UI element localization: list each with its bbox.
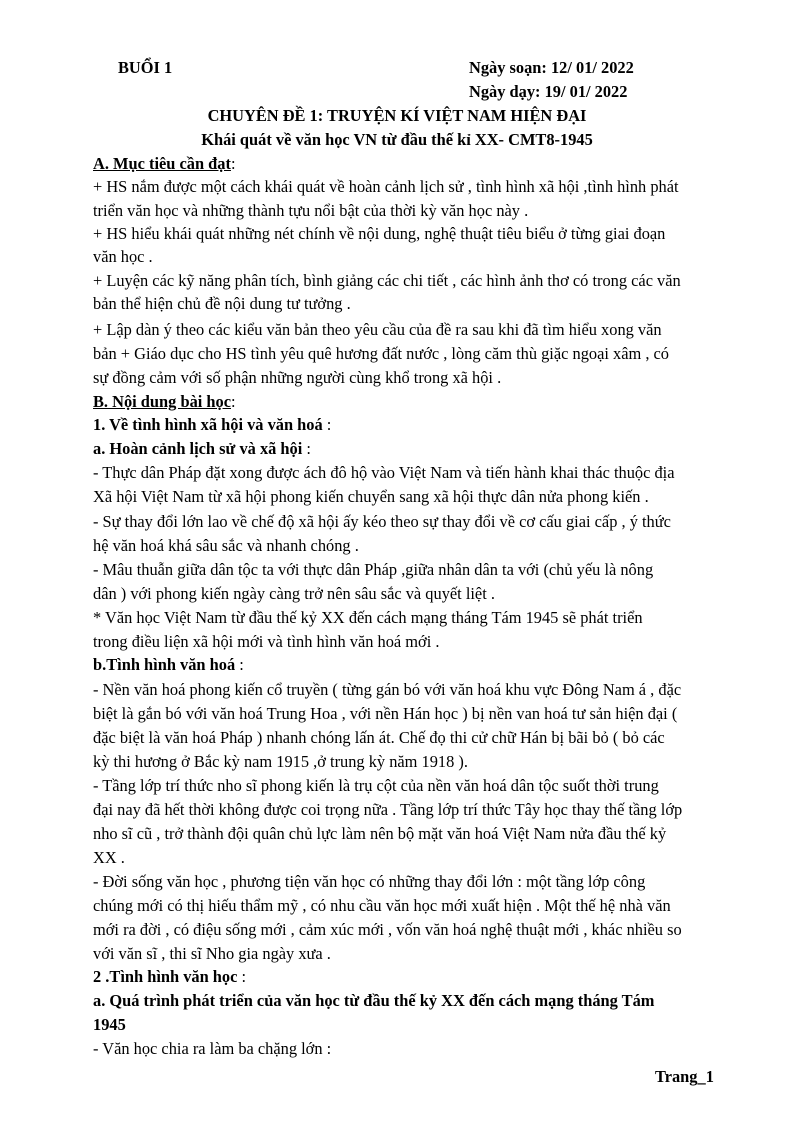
- paragraph-line: triển văn học và những thành tựu nổi bật của thời kỳ văn học này .: [93, 201, 529, 220]
- paragraph-line: - Thực dân Pháp đặt xong được ách đô hộ vào Việt Nam và tiến hành khai thác thuộc địa: [93, 463, 675, 482]
- subsection-1b-heading: [93, 655, 244, 675]
- subsection-1b-colon: :: [235, 655, 244, 674]
- paragraph-line: đặc biệt là văn hoá Pháp ) nhanh chóng lấn át. Chế đọ thi cử chữ Hán bị bãi bỏ ( bỏ các: [93, 728, 665, 747]
- paragraph-line: * Văn học Việt Nam từ đầu thế kỷ XX đến cách mạng tháng Tám 1945 sẽ phát triển: [93, 608, 643, 627]
- subsection-2a-heading-cont: 1945: [93, 1015, 126, 1034]
- subsection-2-title: 2 .Tình hình văn học: [93, 967, 238, 986]
- paragraph-line: - Đời sống văn học , phương tiện văn học có những thay đổi lớn : một tầng lớp công: [93, 872, 646, 891]
- page-subtitle: Khái quát về văn học VN từ đầu thế kỉ XX- CMT8-1945: [201, 130, 593, 149]
- section-b-colon: :: [231, 392, 236, 411]
- paragraph-line: + Lập dàn ý theo các kiểu văn bản theo yêu cầu của đề ra sau khi đã tìm hiểu xong văn: [93, 320, 662, 339]
- paragraph-line: dân ) với phong kiến ngày càng trở nên sâu sắc và quyết liệt .: [93, 584, 495, 603]
- paragraph-line: - Sự thay đổi lớn lao về chế độ xã hội ấy kéo theo sự thay đổi về cơ cấu giai cấp , ý thức: [93, 512, 671, 531]
- paragraph-line: với văn sĩ , thi sĩ Nho gia ngày xưa .: [93, 944, 331, 963]
- subsection-2-heading: [93, 967, 246, 987]
- paragraph-line: + HS nắm được một cách khái quát về hoàn cảnh lịch sử , tình hình xã hội ,tình hình phát: [93, 177, 679, 196]
- teach-date: Ngày dạy: 19/ 01/ 2022: [469, 82, 628, 101]
- paragraph-line: XX .: [93, 848, 125, 867]
- paragraph-line: + HS hiểu khái quát những nét chính về nội dung, nghệ thuật tiêu biểu ở từng giai đoạn: [93, 224, 666, 243]
- page-number: Trang_1: [655, 1067, 714, 1086]
- subsection-1-heading: [93, 415, 331, 435]
- paragraph-line: bản + Giáo dục cho HS tình yêu quê hương đất nước , lòng căm thù giặc ngoại xâm , có: [93, 344, 670, 363]
- subsection-1-title: 1. Về tình hình xã hội và văn hoá: [93, 415, 323, 434]
- paragraph-line: văn học .: [93, 247, 153, 266]
- subsection-1a-heading: [93, 439, 311, 459]
- paragraph-line: chúng mới có thị hiếu thẩm mỹ , có nhu cầu văn học mới xuất hiện . Một thế hệ nhà văn: [93, 896, 671, 915]
- paragraph-line: hệ văn hoá khá sâu sắc và nhanh chóng .: [93, 536, 359, 555]
- section-a-title: A. Mục tiêu cần đạt: [93, 154, 231, 173]
- paragraph-line: bản thể hiện chủ đề nội dung tư tưởng .: [93, 294, 351, 313]
- paragraph-line: - Mâu thuẫn giữa dân tộc ta với thực dân Pháp ,giữa nhân dân ta với (chủ yếu là nông: [93, 560, 654, 579]
- paragraph-line: nho sĩ cũ , trở thành đội quân chủ lực làm nên bộ mặt văn hoá Việt Nam nửa đầu thế kỷ: [93, 824, 667, 843]
- paragraph-line: - Văn học chia ra làm ba chặng lớn :: [93, 1039, 332, 1058]
- subsection-2a-heading: a. Quá trình phát triển của văn học từ đầu thế kỷ XX đến cách mạng tháng Tám: [93, 991, 655, 1010]
- subsection-2-colon: :: [237, 967, 247, 986]
- paragraph-line: - Nền văn hoá phong kiến cổ truyền ( từng gán bó với văn hoá khu vực Đông Nam á , đặc: [93, 680, 682, 699]
- paragraph-line: mới ra đời , có điệu sống mới , cảm xúc mới , vốn văn hoá nghệ thuật mới , khác nhiều so: [93, 920, 682, 939]
- paragraph-line: đại nay đã hết thời không được coi trọng nữa . Tầng lớp trí thức Tây học thay thế tầng lớp: [93, 800, 683, 819]
- paragraph-line: sự đồng cảm với số phận những người cùng khổ trong xã hội .: [93, 368, 502, 387]
- paragraph-line: kỳ thi hương ở Bắc kỳ nam 1915 ,ở trung kỳ năm 1918 ).: [93, 752, 468, 771]
- session-label: BUỔI 1: [118, 58, 173, 77]
- section-a-colon: :: [230, 154, 236, 173]
- paragraph-line: biệt là gắn bó với văn hoá Trung Hoa , với nền Hán học ) bị nền van hoá tư sản hiện đại (: [93, 704, 678, 723]
- paragraph-line: Xã hội Việt Nam từ xã hội phong kiến chuyển sang xã hội thực dân nửa phong kiến .: [93, 487, 649, 506]
- subsection-1a-colon: :: [302, 439, 311, 458]
- section-a-heading: [93, 154, 236, 174]
- paragraph-line: - Tầng lớp trí thức nho sĩ phong kiến là trụ cột của nền văn hoá dân tộc suốt thời trung: [93, 776, 659, 795]
- paragraph-line: trong điều liện xã hội mới và tình hình văn hoá mới .: [93, 632, 440, 651]
- section-b-heading: [93, 392, 236, 412]
- subsection-1b-title: b.Tình hình văn hoá: [93, 655, 236, 674]
- subsection-1-colon: :: [322, 415, 332, 434]
- prep-date: Ngày soạn: 12/ 01/ 2022: [469, 58, 634, 77]
- subsection-1a-title: a. Hoàn cảnh lịch sử và xã hội: [93, 439, 303, 458]
- page-title: CHUYÊN ĐỀ 1: TRUYỆN KÍ VIỆT NAM HIỆN ĐẠI: [207, 106, 587, 125]
- paragraph-line: + Luyện các kỹ năng phân tích, bình giảng các chi tiết , các hình ảnh thơ có trong các văn: [93, 271, 681, 290]
- section-b-title: B. Nội dung bài học: [93, 392, 231, 411]
